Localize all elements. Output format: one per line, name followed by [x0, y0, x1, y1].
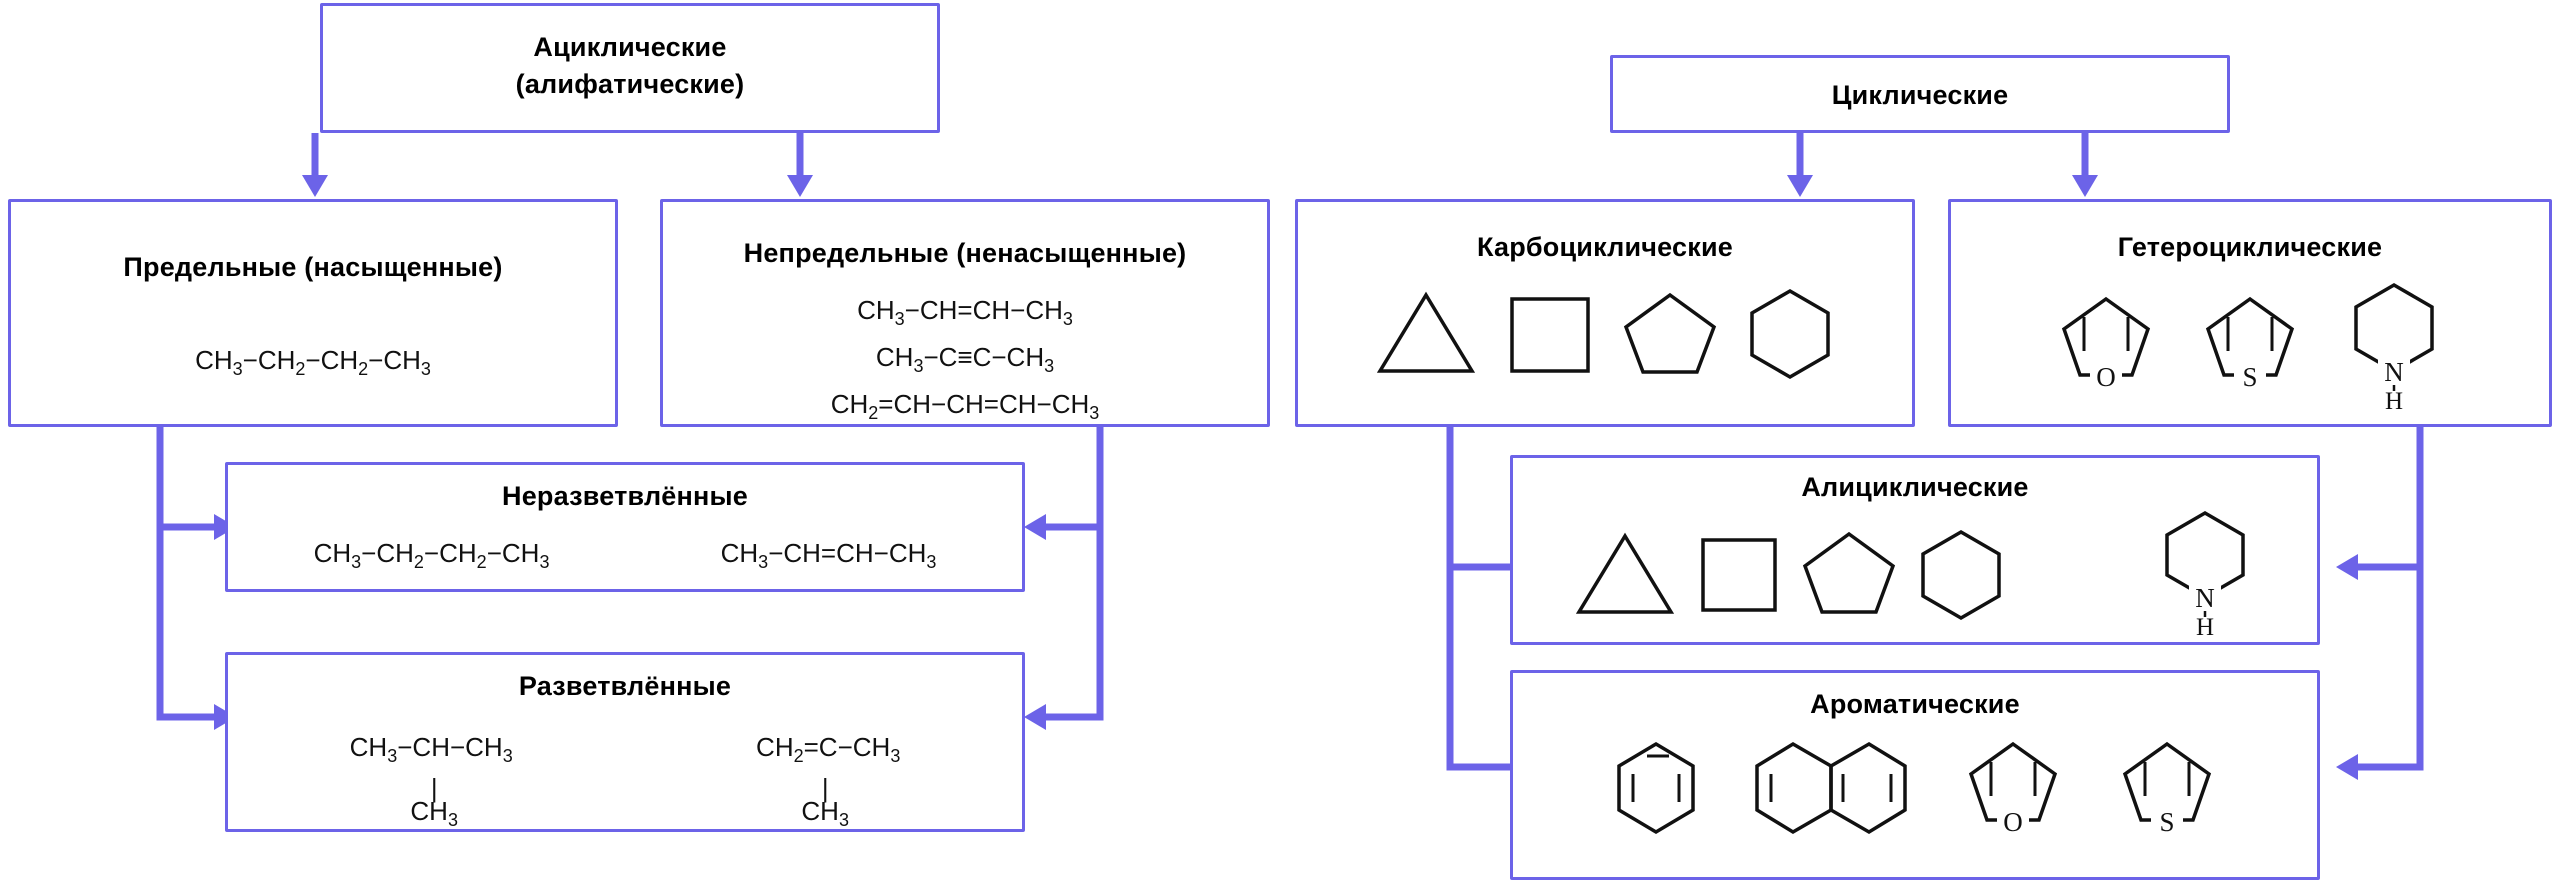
heteroatom-label-o: O: [2096, 362, 2116, 392]
node-unbranched-formula-1: $CH_3-CH=CH-CH_3$: [720, 538, 937, 573]
node-unbranched-formula-0: $CH_3-CH_2-CH_2-CH_3$: [313, 538, 550, 573]
piperidine-ring-icon: [2153, 509, 2257, 639]
triangle-shape-icon: [1374, 287, 1478, 379]
naphthalene-ring-icon: [1751, 738, 1911, 842]
node-heterocyclic: [1948, 199, 2552, 427]
node-branched-title: Разветвлённые: [518, 671, 732, 701]
node-alicyclic: [1510, 455, 2320, 645]
heteroatom-label-s: S: [2242, 362, 2258, 392]
heteroatom-label-s: S: [2159, 807, 2175, 837]
node-saturated-formula-0: $CH_3-CH_2-CH_2-CH_3$: [195, 345, 431, 380]
pentagon-shape-icon: [1622, 287, 1718, 379]
node-branched-formula-right-top: $CH_2=C-CH_3$: [756, 732, 901, 767]
arrow-cyclic-to-carbocyclic: [1780, 133, 1820, 199]
heteroatom-label-h: H: [2384, 388, 2404, 411]
heteroatom-label-o: O: [2003, 807, 2023, 837]
heteroatom-label-n: N: [2384, 357, 2404, 387]
node-alicyclic-title: Алициклические: [1801, 472, 2029, 502]
node-aromatic: [1510, 670, 2320, 880]
heteroatom-label-n: N: [2195, 583, 2215, 613]
hexagon-shape-icon: [1915, 526, 2007, 622]
node-carbocyclic-title: Карбоциклические: [1477, 232, 1733, 262]
triangle-shape-icon: [1573, 528, 1677, 620]
node-branched-formula-right-bottom: | $CH_3$: [801, 773, 849, 831]
node-heterocyclic-title: Гетероциклические: [2117, 232, 2383, 262]
heteroatom-label-h: H: [2195, 614, 2215, 639]
furan-ring-icon: [2054, 289, 2158, 401]
thiophene-ring-icon: [2115, 734, 2219, 846]
benzene-ring-icon: [1611, 738, 1701, 842]
node-acyclic: [320, 3, 940, 133]
arrow-acyclic-to-unsaturated: [780, 133, 820, 199]
arrow-acyclic-to-saturated: [295, 133, 335, 199]
node-branched: [225, 652, 1025, 832]
node-unsaturated: [660, 199, 1270, 427]
node-unsaturated-formula-1: $CH_3-C\equiv C-CH_3$: [875, 342, 1055, 377]
node-aromatic-title: Ароматические: [1810, 689, 2020, 719]
furan-ring-icon: [1961, 734, 2065, 846]
node-acyclic-title-line1: Ациклические: [533, 32, 727, 62]
node-saturated-title: Предельные (насыщенные): [123, 252, 503, 282]
node-unsaturated-formula-0: $CH_3-CH=CH-CH_3$: [857, 295, 1073, 330]
node-unsaturated-formula-2: $CH_2=CH-CH=CH-CH_3$: [830, 389, 1100, 424]
thiophene-ring-icon: [2198, 289, 2302, 401]
hexagon-shape-icon: [1744, 285, 1836, 381]
node-saturated: [8, 199, 618, 427]
node-branched-formula-left-bottom: | $CH_3$: [410, 773, 458, 831]
node-cyclic: [1610, 55, 2230, 133]
arrow-heterocyclic-to-aromatic: [2310, 427, 2440, 787]
arrow-cyclic-to-heterocyclic: [2065, 133, 2105, 199]
pentagon-shape-icon: [1801, 528, 1897, 620]
node-branched-formula-left-top: $CH_3-CH-CH_3$: [349, 732, 513, 767]
node-unbranched-title: Неразветвлённые: [502, 481, 748, 511]
node-cyclic-title: Циклические: [1831, 80, 2009, 110]
square-shape-icon: [1504, 287, 1596, 379]
square-shape-icon: [1695, 528, 1783, 620]
node-acyclic-title-line2: (алифатические): [515, 69, 745, 99]
node-carbocyclic: [1295, 199, 1915, 427]
node-unbranched: [225, 462, 1025, 592]
node-unsaturated-title: Непредельные (ненасыщенные): [743, 238, 1187, 268]
piperidine-ring-icon: [2342, 279, 2446, 411]
